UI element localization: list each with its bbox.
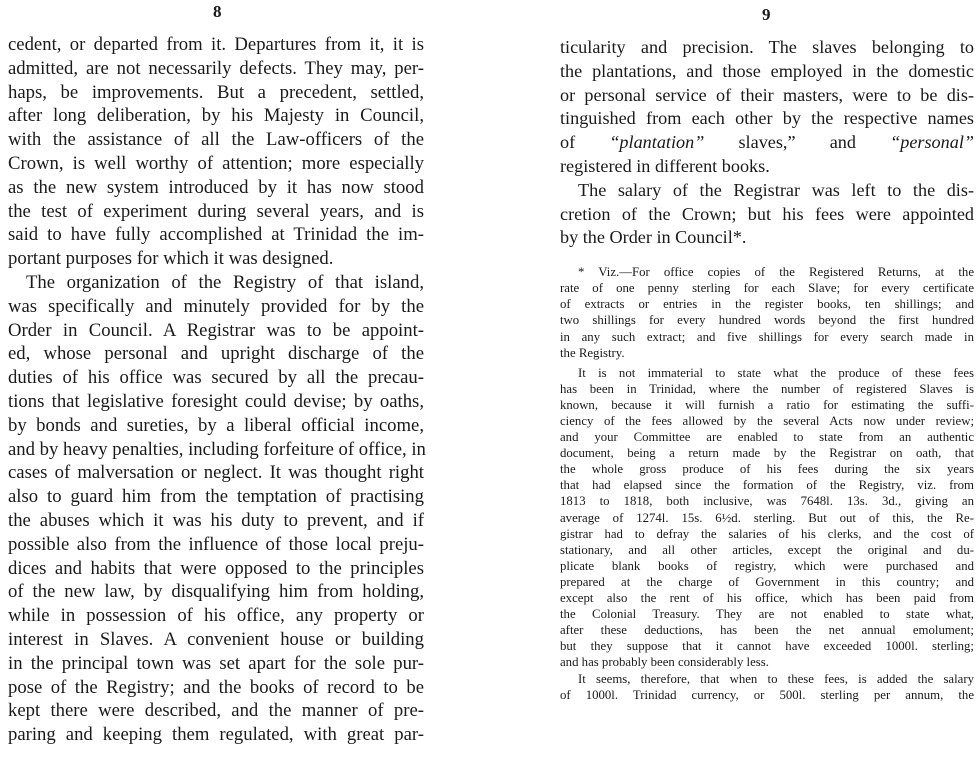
text-line: Crown, is well worthy of attention; more especially [8,152,424,174]
footnote-line: the Colonial Treasury. They are not enabled to state what, [560,607,974,622]
text-line: by bonds and sureties, by a liberal official income, [8,414,424,436]
text-fragment: slaves,” and [738,132,856,153]
text-line: by the Order in Council*. [560,227,747,248]
text-line: also to guard him from the temptation of practising [8,486,424,508]
text-line: The organization of the Registry of that island, [26,271,424,293]
text-line: cases of malversation or neglect. It was thought right [8,462,424,484]
text-line: tinguished from each other by the respective names [560,108,974,129]
footnote-line: rate of one penny sterling for each Slave; for every certificate [560,281,974,296]
text-line: the abuses which it was his duty to prevent, and if [8,509,424,531]
text-line: registered in different books. [560,155,770,176]
left-page-text [8,33,424,747]
italic-term: “plantation” [609,132,705,153]
footnote-line: of 1000l. Trinidad currency, or 500l. sterling per annum, the [560,687,974,702]
text-line: possible also from the influence of those local preju- [8,533,424,555]
text-line: the plantations, and those employed in the domestic [560,60,974,81]
footnote-line: It is not immaterial to state what the produce of these fees [578,365,974,380]
page-number: 9 [762,5,772,24]
footnote-line: prepared at the charge of Government in this country; and [560,574,974,589]
footnote-line: and has probably been considerably less. [560,655,769,670]
footnote-line: in any such extract; and five shillings for every search made in [560,329,974,344]
footnote-line: average of 1274l. 15s. 6½d. sterling. But out of this, the Re- [560,510,974,525]
footnote-line: and your Committee are enabled to state from an authentic [560,430,974,445]
text-line: Order in Council. A Registrar was to be appoint- [8,319,424,341]
footnote-line: ciency of the fees allowed by the several Acts now under review; [560,414,974,429]
text-line: ed, whose personal and upright discharge of the [8,343,424,365]
text-line: after long deliberation, by his Majesty in Council, [8,105,424,127]
text-line: The salary of the Registrar was left to the dis- [578,179,974,200]
footnote-line: two shillings for every hundred words beyond the first hundred [560,313,974,328]
footnote-line: document, being a return made by the Registrar on oath, that [560,446,974,461]
text-line: cedent, or departed from it. Departures from it, it is [8,34,424,55]
footnote-line: plicate blank books of registry, which were purchased and [560,558,974,573]
footnote-line: 1813 to 1818, both inclusive, was 7648l. 13s. 3d., giving an [560,494,974,509]
footnote-line: known, because it will furnish a ratio for estimating the suffi- [560,397,974,412]
text-line: in the principal town was set apart for the sole pur- [8,652,424,674]
text-line: and by heavy penalties, including forfeiture of office, in [8,438,426,460]
text-line: dices and habits that were opposed to the principles [8,557,424,579]
footnote-line: of extracts or entries in the register books, ten shillings; and [560,297,974,312]
text-line: was specifically and minutely provided for by the [8,295,424,317]
right-page-text [560,36,974,703]
footnote-line: that had elapsed since the formation of the Registry, viz. from [560,478,974,493]
text-line: portant purposes for which it was designed. [8,248,334,270]
text-line: while in possession of his office, any property or [8,605,424,627]
text-line: ticularity and precision. The slaves belonging to [560,37,974,57]
footnote-line: It seems, therefore, that when to these fees, is added the salary [578,671,974,686]
footnote-line: stationary, and all other articles, except the original and du- [560,542,974,557]
text-line: interest in Slaves. A convenient house or building [8,628,424,650]
text-fragment: of [560,132,576,153]
text-line: haps, be improvements. But a precedent, settled, [8,81,424,103]
footnote-line: after these deductions, has been the net annual emolument; [560,623,974,638]
text-line: tions that legislative foresight could devise; by oaths, [8,390,424,412]
text-line [560,131,974,155]
text-line: cretion of the Crown; but his fees were appointed [560,203,974,224]
text-line: paring and keeping them regulated, with great par- [8,724,424,746]
text-line: pose of the Registry; and the books of record to be [8,676,424,698]
text-line: admitted, are not necessarily defects. They may, per- [8,57,424,79]
text-line: of the new law, by disqualifying him from holding, [8,581,424,603]
text-line: said to have fully accomplished at Trinidad the im- [8,224,424,246]
italic-term: “personal” [890,132,975,153]
text-line: kept there were described, and the manner of pre- [8,700,424,722]
right-page [548,0,976,772]
footnote-line: gistrar had to defray the salaries of his clerks, and the cost of [560,526,974,541]
text-line: the test of experiment during several years, and is [8,200,424,222]
text-line: as the new system introduced by it has now stood [8,176,424,198]
text-line: duties of his office was secured by all the precau- [8,367,424,389]
text-line: or personal service of their masters, were to be dis- [560,84,974,105]
footnote-line: the Registry. [560,345,625,360]
footnote [560,264,974,703]
page-number: 8 [213,2,223,21]
footnote-line: * Viz.—For office copies of the Registered Returns, at the [578,265,974,280]
footnote-line: except also the rent of his office, which has been paid from [560,591,974,606]
footnote-line: has been in Trinidad, where the number of registered Slaves is [560,381,974,396]
left-page [0,0,436,772]
text-line: with the assistance of all the Law-officers of the [8,129,424,151]
footnote-line: the whole gross produce of his fees during the six years [560,462,974,477]
footnote-line: but they suppose that it cannot have exceeded 1000l. sterling; [560,639,974,654]
